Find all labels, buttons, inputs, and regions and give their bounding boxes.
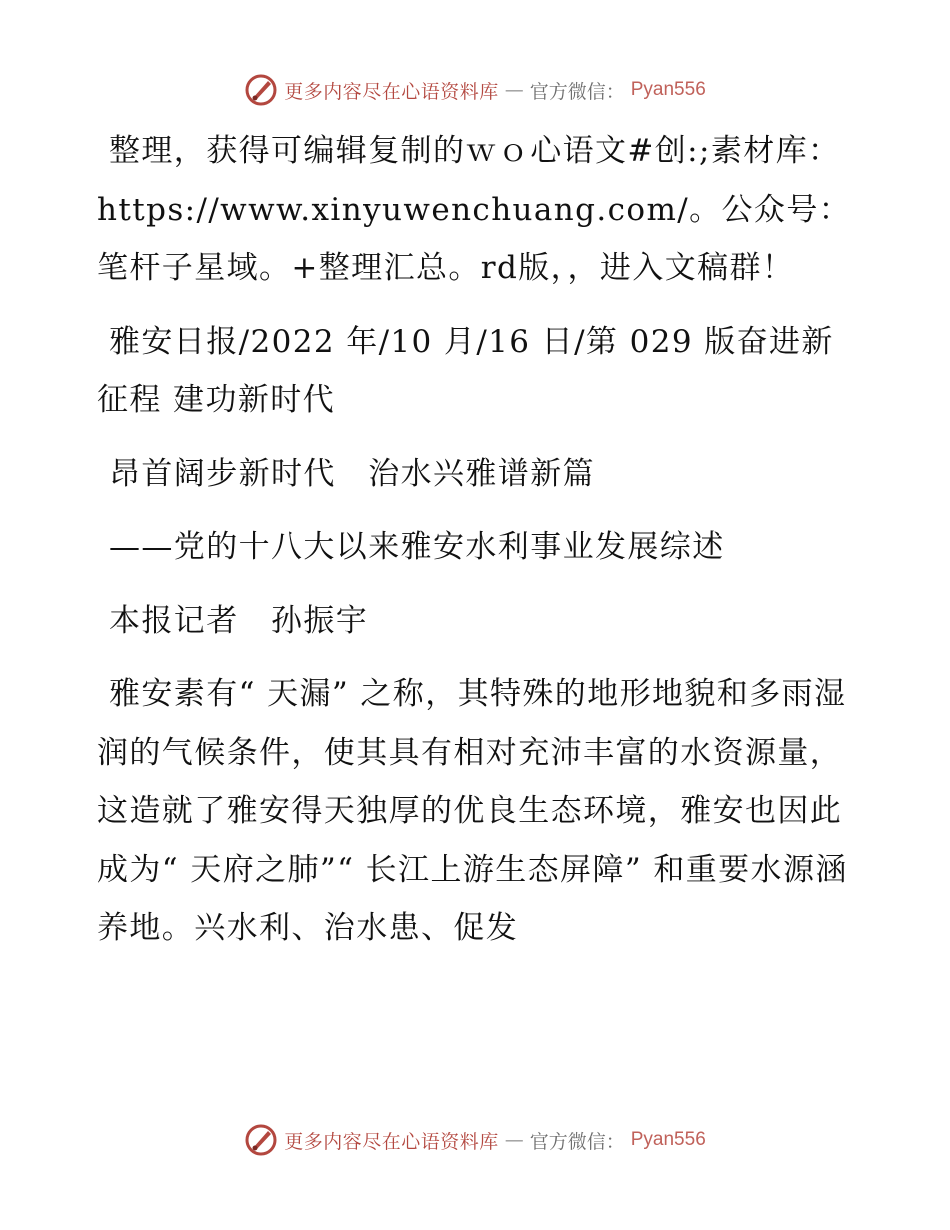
- watermark-wechat-label: 官方微信：: [529, 1130, 625, 1153]
- watermark-text: 更多内容尽在心语资料库: [284, 1130, 499, 1153]
- body-paragraph: 雅安素有“ 天漏” 之称，其特殊的地形地貌和多雨湿润的气候条件，使其具有相对充沛丰富的水资源量，这造就了雅安得天独厚的优良生态环境，雅安也因此成为“ 天府之肺”“ 长江上游生态屏障” 和重要水源涵养地。兴水利、治水患、促发: [97, 676, 848, 946]
- header-watermark: [0, 70, 950, 110]
- footer-watermark: [0, 1120, 950, 1160]
- watermark-wechat-id: Pyan556: [630, 1129, 706, 1150]
- watermark-wechat-label: 官方微信：: [529, 80, 625, 103]
- article-title: 昂首阔步新时代 治水兴雅谱新篇: [109, 455, 595, 492]
- source-line: 雅安日报/2022 年/10 月/16 日/第 029 版奋进新征程 建功新时代: [97, 323, 834, 418]
- document-body: [97, 122, 857, 973]
- watermark-text: 更多内容尽在心语资料库: [284, 80, 499, 103]
- watermark-separator: —: [504, 79, 524, 101]
- article-subtitle: ——党的十八大以来雅安水利事业发展综述: [109, 529, 725, 565]
- intro-paragraph: 整理，获得可编辑复制的ｗｏ心语文#创:;素材库：https://www.xinyuwenchuang.com/。公众号：笔杆子星域。+整理汇总。rd版，，进入文稿群！: [97, 133, 852, 286]
- watermark-separator: —: [504, 1129, 524, 1151]
- brush-logo-icon: [244, 73, 278, 107]
- byline: 本报记者 孙振宇: [109, 602, 369, 639]
- brush-logo-icon: [244, 1123, 278, 1157]
- watermark-wechat-id: Pyan556: [630, 79, 706, 100]
